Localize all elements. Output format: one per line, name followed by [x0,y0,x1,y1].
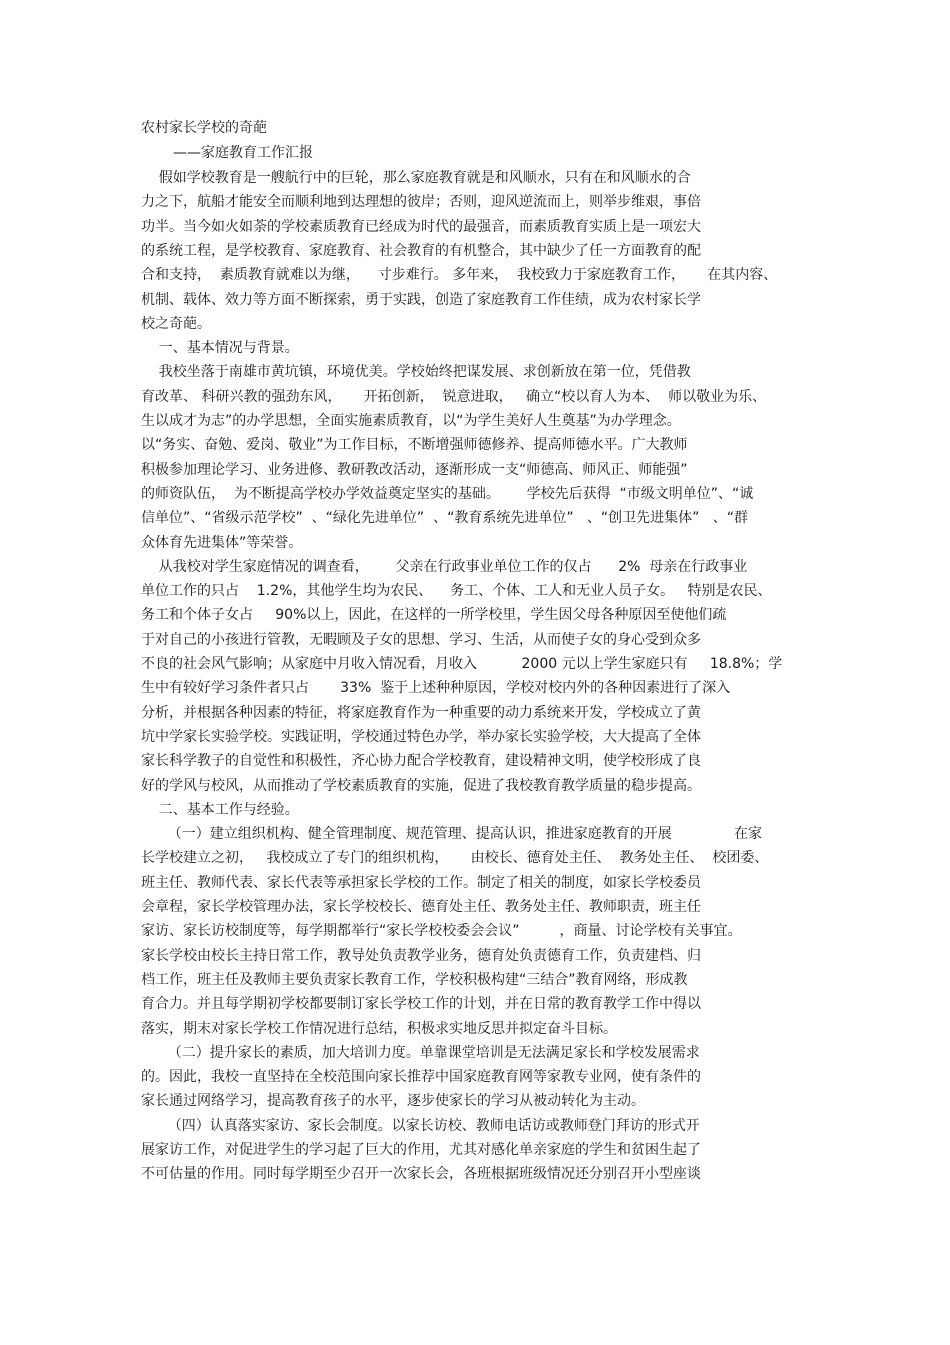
paragraph-line: （四）认真落实家访、家长会制度。以家长访校、教师电话访或教师登门拜访的形式开 [141,1118,700,1134]
paragraph-line: 信单位”、“省级示范学校” 、“绿化先进单位” 、“教育系统先进单位” 、“创卫先进集体” 、“群 [141,510,749,526]
paragraph-line: 会章程，家长学校管理办法，家长学校校长、德育处主任、教务处主任、教师职责，班主任 [141,899,701,915]
paragraph-line: 功半。当今如火如荼的学校素质教育已经成为时代的最强音，而素质教育实质上是一项宏大 [141,219,701,235]
paragraph-line: 档工作，班主任及教师主要负责家长教育工作，学校积极构建“三结合”教育网络，形成教 [141,972,688,988]
paragraph-line: 二、基本工作与经验。 [141,802,299,818]
paragraph-line: 落实，期末对家长学校工作情况进行总结，积极求实地反思并拟定奋斗目标。 [141,1021,617,1037]
paragraph-line: 积极参加理论学习、业务进修、教研教改活动，逐渐形成一支“师德高、师风正、师能强” [141,462,688,478]
paragraph-line: 展家访工作，对促进学生的学习起了巨大的作用，尤其对感化单亲家庭的学生和贫困生起了 [141,1142,701,1158]
paragraph-line: 不良的社会风气影响；从家庭中月收入情况看，月收入 2000 元以上学生家庭只有 18.8%；学 [141,656,783,672]
paragraph-line: 好的学风与校风，从而推动了学校素质教育的实施，促进了我校教育教学质量的稳步提高。 [141,778,701,794]
paragraph-line: 的系统工程，是学校教育、家庭教育、社会教育的有机整合，其中缺少了任一方面教育的配 [141,243,701,259]
paragraph-line: 的师资队伍， 为不断提高学校办学效益奠定坚实的基础。 学校先后获得 “市级文明单位”、“诚 [141,486,754,502]
paragraph-line: 力之下，航船才能安全而顺利地到达理想的彼岸；否则，迎风逆流而上，则举步维艰，事倍 [141,194,701,210]
paragraph-line: 家长通过网络学习，提高教育孩子的水平，逐步使家长的学习从被动转化为主动。 [141,1093,645,1109]
paragraph-line: 育合力。并且每学期初学校都要制订家长学校工作的计划，并在日常的教育教学工作中得以 [141,996,701,1012]
paragraph-line: 众体育先进集体”等荣誉。 [141,535,303,551]
paragraph-line: 一、基本情况与背景。 [141,340,299,356]
paragraph-line: 家访、家长访校制度等，每学期都举行“家长学校校委会会议” ，商量、讨论学校有关事宜。 [141,923,742,939]
paragraph-line: 于对自己的小孩进行管教，无暇顾及子女的思想、学习、生活，从而使子女的身心受到众多 [141,632,701,648]
paragraph-line: 生中有较好学习条件者只占 33% 鉴于上述种种原因，学校对校内外的各种因素进行了深入 [141,680,731,696]
paragraph-line: 坑中学家长实验学校。实践证明，学校通过特色办学，举办家长实验学校，大大提高了全体 [141,729,701,745]
paragraph-line: 假如学校教育是一艘航行中的巨轮，那么家庭教育就是和风顺水，只有在和风顺水的合 [141,170,691,186]
paragraph-line: （二）提升家长的素质，加大培训力度。单靠课堂培训是无法满足家长和学校发展需求 [141,1045,700,1061]
paragraph-line: 生以成才为志”的办学思想，全面实施素质教育，以“为学生美好人生奠基”为办学理念。 [141,413,681,429]
paragraph-line: 育改革、 科研兴教的强劲东风， 开拓创新， 锐意进取， 确立“校以育人为本、 师以敬业为乐、 [141,389,767,405]
paragraph-line: 务工和个体子女占 90%以上，因此，在这样的一所学校里，学生因父母各种原因至使他们疏 [141,607,727,623]
paragraph-line: 以“务实、奋勉、爱岗、敬业”为工作目标，不断增强师德修养、提高师德水平。广大教师 [141,437,688,453]
paragraph-line: 班主任、教师代表、家长代表等承担家长学校的工作。制定了相关的制度，如家长学校委员 [141,875,701,891]
paragraph-line: 不可估量的作用。同时每学期至少召开一次家长会，各班根据班级情况还分别召开小型座谈 [141,1166,701,1182]
document-subtitle: ——家庭教育工作汇报 [173,145,313,161]
document-title: 农村家长学校的奇葩 [141,120,267,136]
paragraph-line: 长学校建立之初， 我校成立了专门的组织机构， 由校长、德育处主任、 教务处主任、 校团委、 [141,850,769,866]
paragraph-line: 从我校对学生家庭情况的调查看， 父亲在行政事业单位工作的仅占 2% 母亲在行政事业 [141,559,748,575]
paragraph-line: 机制、载体、效力等方面不断探索，勇于实践，创造了家庭教育工作佳绩，成为农村家长学 [141,292,701,308]
paragraph-line: 家长学校由校长主持日常工作，教导处负责教学业务，德育处负责德育工作，负责建档、归 [141,948,701,964]
paragraph-line: 校之奇葩。 [141,316,211,332]
paragraph-line: 分析，并根据各种因素的特征，将家庭教育作为一种重要的动力系统来开发，学校成立了黄 [141,705,701,721]
paragraph-line: 我校坐落于南雄市黄坑镇，环境优美。学校始终把谋发展、求创新放在第一位，凭借教 [141,364,691,380]
paragraph-line: 的。因此，我校一直坚持在全校范围向家长推荐中国家庭教育网等家教专业网，使有条件的 [141,1069,701,1085]
paragraph-line: 单位工作的只占 1.2%，其他学生均为农民、 务工、个体、工人和无业人员子女。 特别是农民、 [141,583,772,599]
paragraph-line: 合和支持， 素质教育就难以为继， 寸步难行。 多年来， 我校致力于家庭教育工作， 在其内容、 [141,267,778,283]
paragraph-line: 家长科学教子的自觉性和积极性，齐心协力配合学校教育，建设精神文明，使学校形成了良 [141,753,701,769]
paragraph-line: （一）建立组织机构、健全管理制度、规范管理、提高认识，推进家庭教育的开展 在家 [141,826,763,842]
